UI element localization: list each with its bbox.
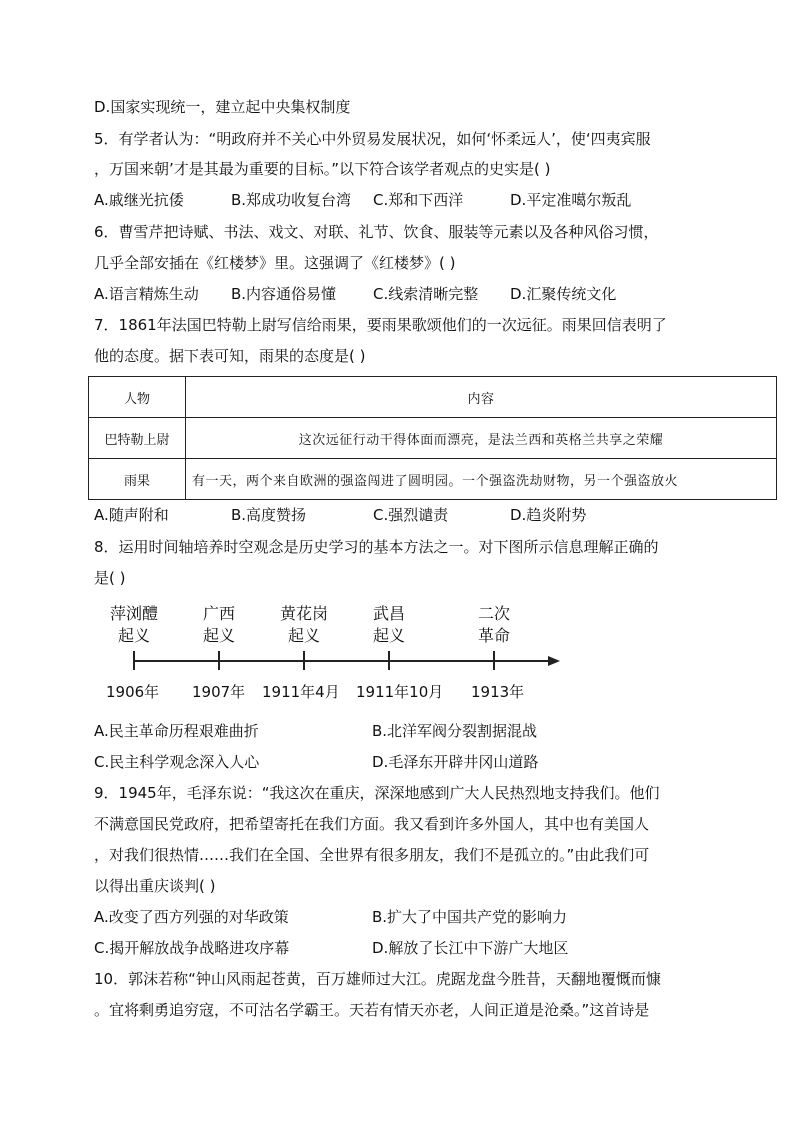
q7-stem-line2: 他的态度。据下表可知，雨果的态度是( ) xyxy=(94,347,366,365)
q6-option-a: A.语言精炼生动 xyxy=(94,285,199,303)
q8-option-b: B.北洋军阀分裂割据混战 xyxy=(372,722,538,740)
q9-stem-line1: 9．1945年，毛泽东说：“我这次在重庆，深深地感到广大人民热烈地支持我们。他们 xyxy=(94,784,660,802)
table-header-content: 内容 xyxy=(186,377,777,418)
timeline-event-3 xyxy=(274,603,334,647)
table-cell-content: 有一天，两个来自欧洲的强盗闯进了圆明园。一个强盗洗劫财物，另一个强盗放火 xyxy=(186,459,777,500)
q8-stem-line2: 是( ) xyxy=(94,569,126,587)
q6-stem-line2: 几乎全部安插在《红楼梦》里。这强调了《红楼梦》( ) xyxy=(94,254,456,272)
q8-option-d: D.毛泽东开辟井冈山道路 xyxy=(372,753,539,771)
q4-option-d: D.国家实现统一，建立起中央集权制度 xyxy=(94,98,351,116)
table-cell-person: 巴特勒上尉 xyxy=(89,418,186,459)
q8-stem-line1: 8．运用时间轴培养时空观念是历史学习的基本方法之一。对下图所示信息理解正确的 xyxy=(94,538,659,556)
q9-stem-line3: ，对我们很热情……我们在全国、全世界有很多朋友，我们不是孤立的。”由此我们可 xyxy=(94,846,650,864)
q9-option-c: C.揭开解放战争战略进攻序幕 xyxy=(94,939,290,957)
timeline-event-top: 萍浏醴 xyxy=(109,604,158,623)
q9-stem-line4: 以得出重庆谈判( ) xyxy=(94,877,216,895)
timeline-event-top: 黄花岗 xyxy=(279,604,328,623)
timeline-event-bottom: 起义 xyxy=(287,626,320,645)
q9-stem-line2: 不满意国民党政府，把希望寄托在我们方面。我又看到许多外国人，其中也有美国人 xyxy=(94,815,650,833)
timeline-year: 1906年 xyxy=(106,683,160,701)
q7-option-b: B.高度赞扬 xyxy=(231,506,307,524)
q7-option-a: A.随声附和 xyxy=(94,506,169,524)
timeline-event-4 xyxy=(364,603,414,647)
q5-option-d: D.平定准噶尔叛乱 xyxy=(510,191,632,209)
timeline-event-2 xyxy=(194,603,244,647)
q10-stem-line2: 。宜将剩勇追穷寇，不可沽名学霸王。天若有情天亦老，人间正道是沧桑。”这首诗是 xyxy=(94,1001,650,1019)
q8-option-c: C.民主科学观念深入人心 xyxy=(94,753,260,771)
timeline-event-top: 广西 xyxy=(202,604,235,623)
table-header-row xyxy=(89,377,777,418)
timeline-event-top: 武昌 xyxy=(372,604,405,623)
q7-stem-line1: 7．1861年法国巴特勒上尉写信给雨果，要雨果歌颂他们的一次远征。雨果回信表明了 xyxy=(94,316,667,334)
q8-option-a: A.民主革命历程艰难曲折 xyxy=(94,722,259,740)
timeline-event-bottom: 革命 xyxy=(477,626,510,645)
q6-stem-line1: 6．曹雪芹把诗赋、书法、戏文、对联、礼节、饮食、服装等元素以及各种风俗习惯， xyxy=(94,223,659,241)
timeline-event-bottom: 起义 xyxy=(372,626,405,645)
timeline-year: 1911年4月 xyxy=(262,683,340,701)
q5-option-b: B.郑成功收复台湾 xyxy=(231,191,352,209)
q5-option-a: A.戚继光抗倭 xyxy=(94,191,184,209)
q5-stem-line2: ，万国来朝’才是其最为重要的目标。”以下符合该学者观点的史实是( ) xyxy=(94,160,551,178)
q9-option-d: D.解放了长江中下游广大地区 xyxy=(372,939,569,957)
table-cell-content: 这次远征行动干得体面而漂亮，是法兰西和英格兰共享之荣耀 xyxy=(186,418,777,459)
q9-option-a: A.改变了西方列强的对华政策 xyxy=(94,908,289,926)
q7-table xyxy=(88,376,777,500)
timeline-arrow-icon xyxy=(548,656,560,666)
table-header-person: 人物 xyxy=(89,377,186,418)
q9-option-b: B.扩大了中国共产党的影响力 xyxy=(372,908,568,926)
q5-option-c: C.郑和下西洋 xyxy=(373,191,464,209)
timeline-year: 1907年 xyxy=(192,683,246,701)
timeline-event-bottom: 起义 xyxy=(202,626,235,645)
timeline-event-bottom: 起义 xyxy=(117,626,150,645)
q10-stem-line1: 10．郭沫若称“钟山风雨起苍黄，百万雄师过大江。虎踞龙盘今胜昔，天翻地覆慨而慷 xyxy=(94,970,661,988)
timeline-event-1 xyxy=(104,603,164,647)
timeline-event-5 xyxy=(469,603,519,647)
timeline-year: 1913年 xyxy=(471,683,525,701)
q7-option-c: C.强烈谴责 xyxy=(373,506,449,524)
timeline-event-top: 二次 xyxy=(477,604,510,623)
q6-option-c: C.线索清晰完整 xyxy=(373,285,479,303)
q6-option-d: D.汇聚传统文化 xyxy=(510,285,617,303)
timeline-year: 1911年10月 xyxy=(356,683,444,701)
q5-stem-line1: 5．有学者认为：“明政府并不关心中外贸易发展状况，如何‘怀柔远人’，使‘四夷宾服 xyxy=(94,130,651,148)
table-row xyxy=(89,418,777,459)
table-row xyxy=(89,459,777,500)
table-cell-person: 雨果 xyxy=(89,459,186,500)
q7-option-d: D.趋炎附势 xyxy=(510,506,587,524)
q6-option-b: B.内容通俗易懂 xyxy=(231,285,337,303)
